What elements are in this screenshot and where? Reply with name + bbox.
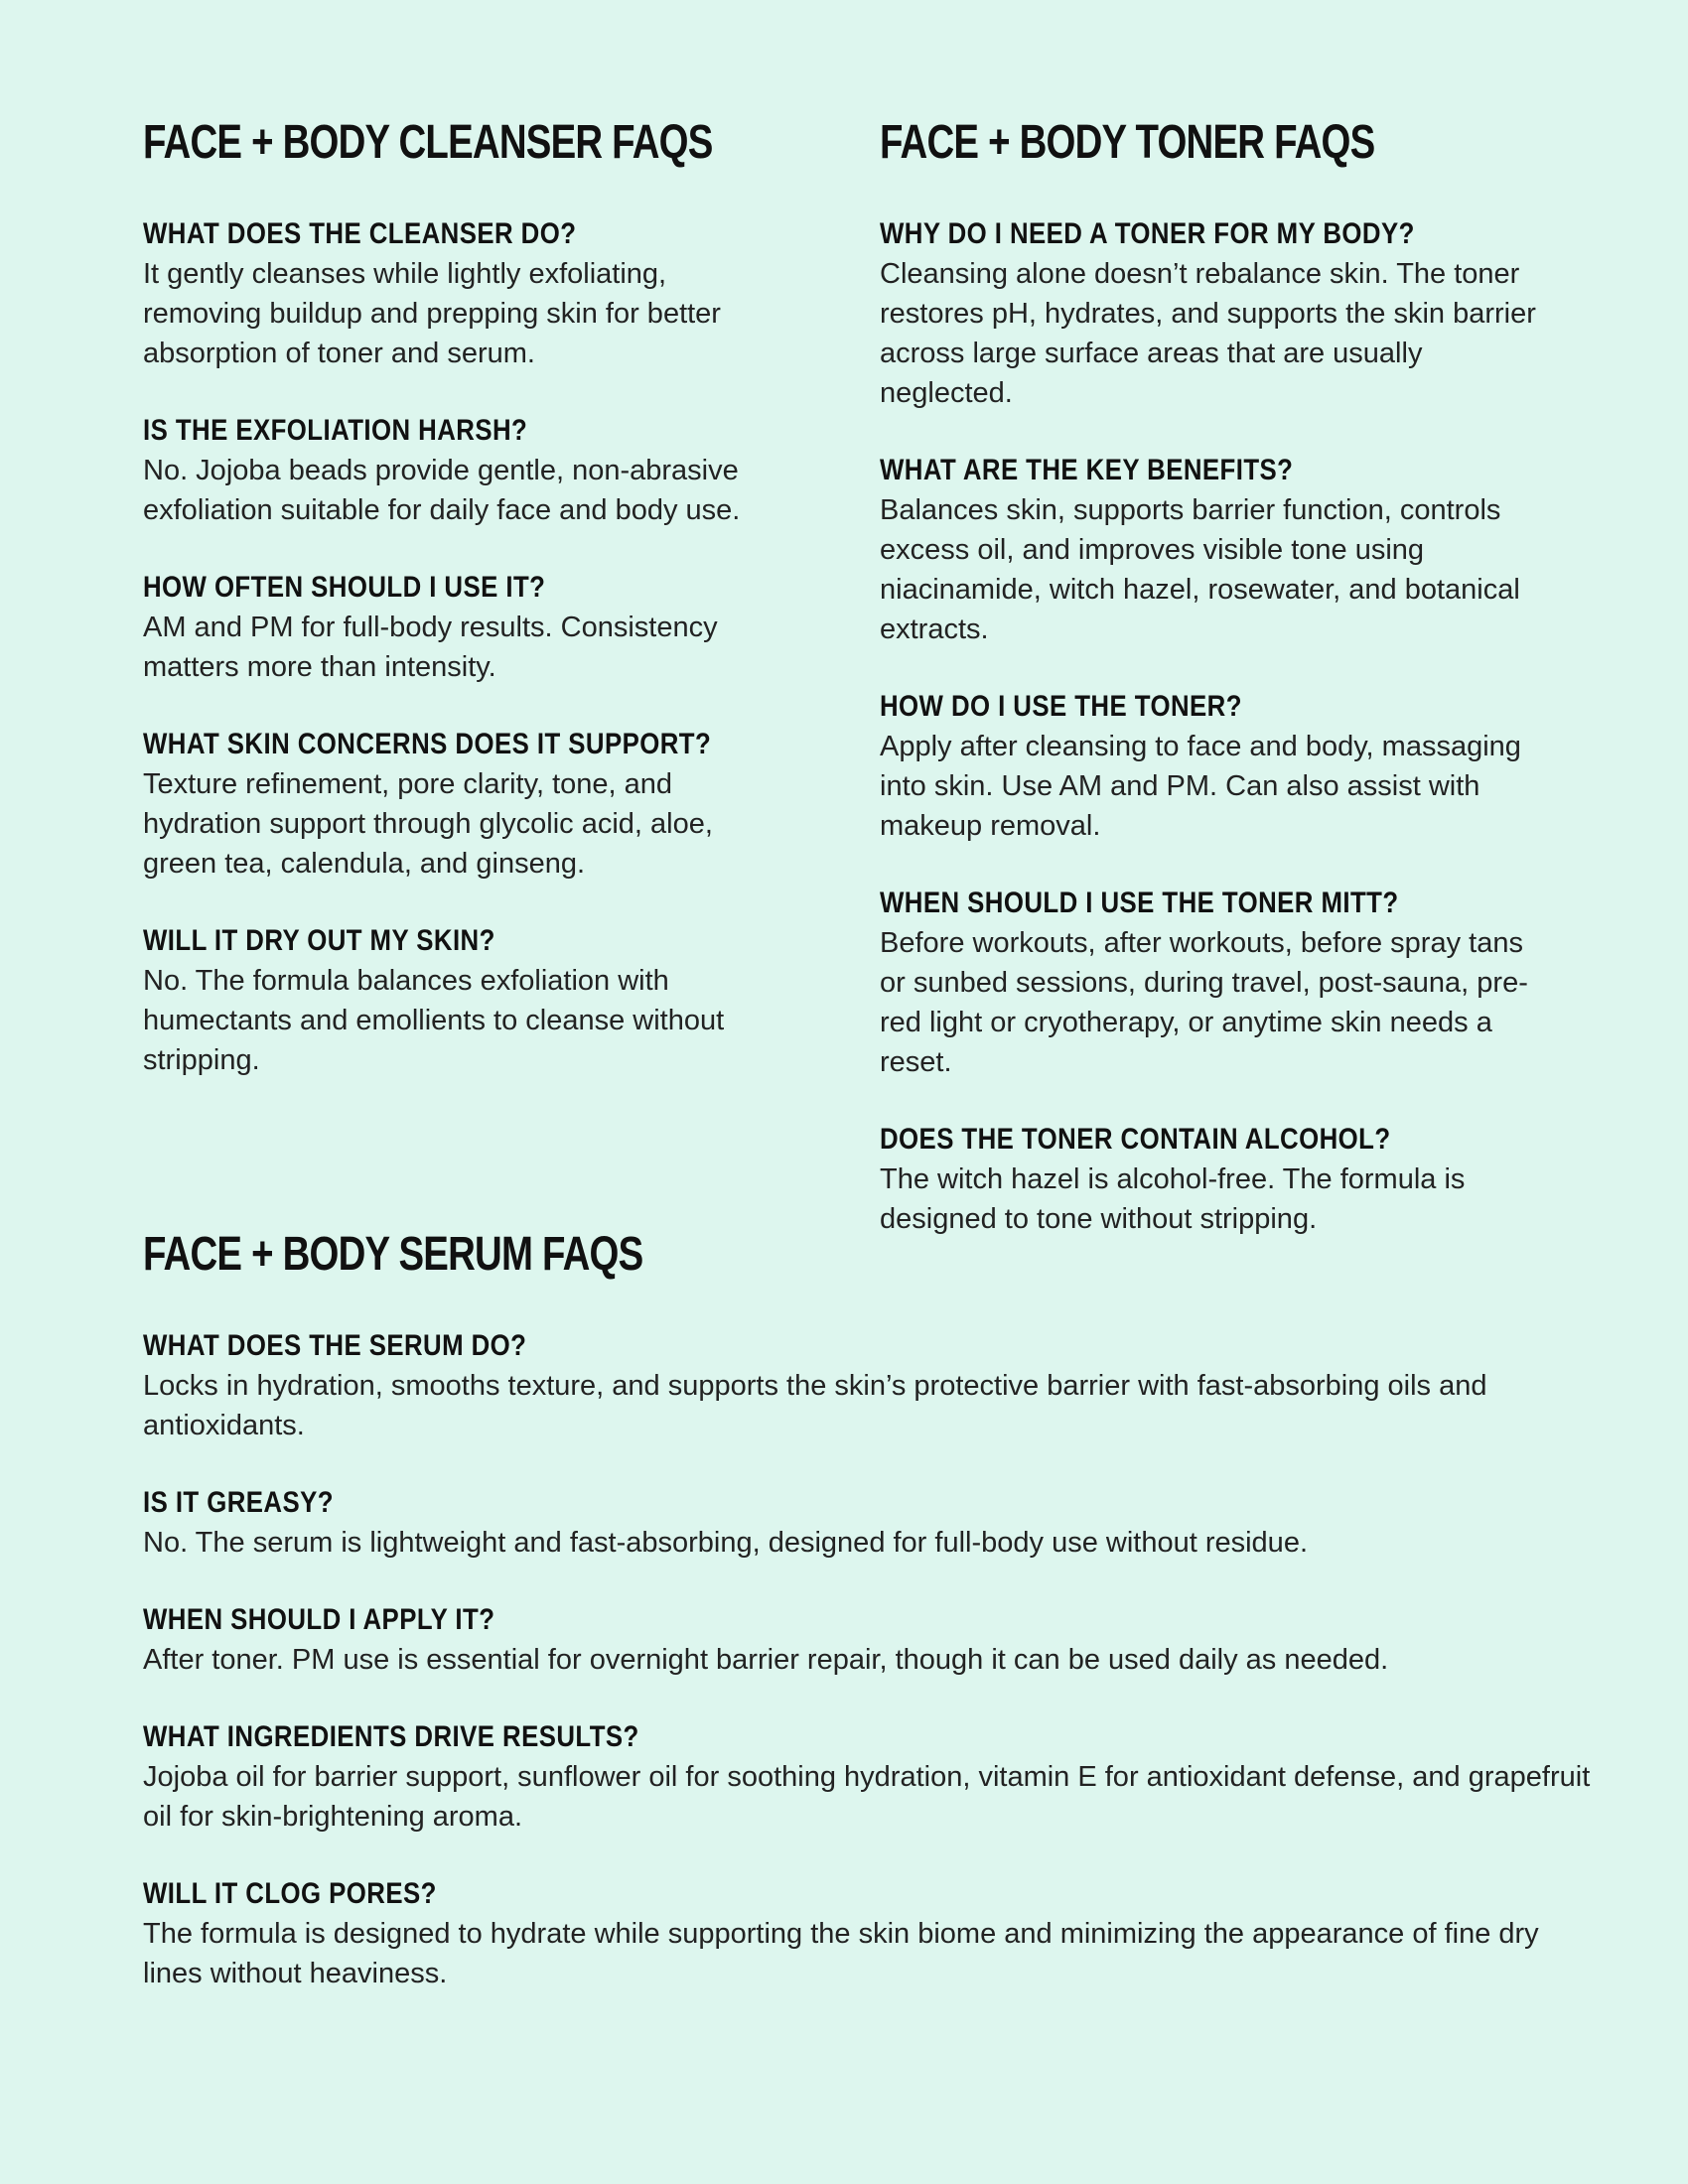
faq-answer: Apply after cleansing to face and body, massaging into skin. Use AM and PM. Can also assist with makeup removal.	[880, 731, 1521, 842]
faq-question: IS IT GREASY?	[143, 1486, 334, 1519]
faq-item	[880, 1120, 1575, 1239]
faq-answer: No. The formula balances exfoliation with humectants and emollients to cleanse without stripping.	[143, 965, 725, 1076]
faq-item	[880, 884, 1575, 1082]
toner-section-title: FACE + BODY TONER FAQS	[880, 116, 1375, 169]
serum-faq-section	[143, 1223, 1593, 2031]
faq-question: WHAT INGREDIENTS DRIVE RESULTS?	[143, 1720, 639, 1753]
faq-answer: The formula is designed to hydrate while supporting the skin biome and minimizing the appearance of fine dry lines without heaviness.	[143, 1918, 1539, 1989]
faq-question: WHEN SHOULD I USE THE TONER MITT?	[880, 887, 1399, 919]
serum-section-title: FACE + BODY SERUM FAQS	[143, 1228, 643, 1281]
faq-question: IS THE EXFOLIATION HARSH?	[143, 414, 528, 447]
faq-answer: Cleansing alone doesn’t rebalance skin. The toner restores pH, hydrates, and supports the skin barrier across large surface areas that are usually neglected.	[880, 258, 1536, 409]
faq-item	[880, 687, 1575, 846]
faq-item	[880, 451, 1575, 649]
faq-answer: Locks in hydration, smooths texture, and supports the skin’s protective barrier with fast-absorbing oils and antioxidants.	[143, 1370, 1487, 1441]
faq-question: HOW OFTEN SHOULD I USE IT?	[143, 571, 546, 604]
faq-answer: No. Jojoba beads provide gentle, non-abrasive exfoliation suitable for daily face and body use.	[143, 455, 741, 526]
faq-item	[880, 214, 1575, 413]
faq-question: WHY DO I NEED A TONER FOR MY BODY?	[880, 217, 1415, 250]
faq-item	[143, 1874, 1593, 1993]
faq-question: WHAT DOES THE CLEANSER DO?	[143, 217, 577, 250]
faq-answer: The witch hazel is alcohol-free. The formula is designed to tone without stripping.	[880, 1163, 1466, 1235]
cleanser-section-title: FACE + BODY CLEANSER FAQS	[143, 116, 713, 169]
faq-item	[143, 568, 818, 687]
faq-item	[143, 725, 818, 884]
cleanser-faq-section	[143, 111, 818, 1118]
faq-item	[143, 214, 818, 373]
faq-item	[143, 411, 818, 530]
faq-answer: Texture refinement, pore clarity, tone, and hydration support through glycolic acid, aloe, green tea, calendula, and ginseng.	[143, 768, 713, 880]
faq-answer: It gently cleanses while lightly exfoliating, removing buildup and prepping skin for better absorption of toner and serum.	[143, 258, 721, 369]
faq-item	[143, 1483, 1593, 1563]
faq-answer: Jojoba oil for barrier support, sunflower oil for soothing hydration, vitamin E for antioxidant defense, and grapefruit oil for skin-brightening aroma.	[143, 1761, 1591, 1833]
faq-answer: Balances skin, supports barrier function, controls excess oil, and improves visible tone using niacinamide, witch hazel, rosewater, and botanical extracts.	[880, 494, 1520, 645]
faq-question: WHAT ARE THE KEY BENEFITS?	[880, 454, 1294, 486]
toner-faq-section	[880, 111, 1575, 1277]
faq-answer: No. The serum is lightweight and fast-absorbing, designed for full-body use without residue.	[143, 1527, 1308, 1559]
faq-answer: After toner. PM use is essential for overnight barrier repair, though it can be used daily as needed.	[143, 1644, 1389, 1676]
faq-question: HOW DO I USE THE TONER?	[880, 690, 1242, 723]
faq-question: WHAT DOES THE SERUM DO?	[143, 1329, 527, 1362]
faq-question: WHAT SKIN CONCERNS DOES IT SUPPORT?	[143, 728, 712, 760]
faq-item	[143, 1600, 1593, 1680]
faq-question: DOES THE TONER CONTAIN ALCOHOL?	[880, 1123, 1391, 1156]
faq-item	[143, 1717, 1593, 1837]
faq-item	[143, 921, 818, 1080]
faq-question: WILL IT CLOG PORES?	[143, 1877, 437, 1910]
faq-item	[143, 1326, 1593, 1445]
faq-question: WHEN SHOULD I APPLY IT?	[143, 1603, 495, 1636]
faq-answer: Before workouts, after workouts, before spray tans or sunbed sessions, during travel, post-sauna, pre-red light or cryotherapy, or anytime skin needs a reset.	[880, 927, 1528, 1078]
faq-question: WILL IT DRY OUT MY SKIN?	[143, 924, 495, 957]
faq-answer: AM and PM for full-body results. Consistency matters more than intensity.	[143, 612, 718, 683]
